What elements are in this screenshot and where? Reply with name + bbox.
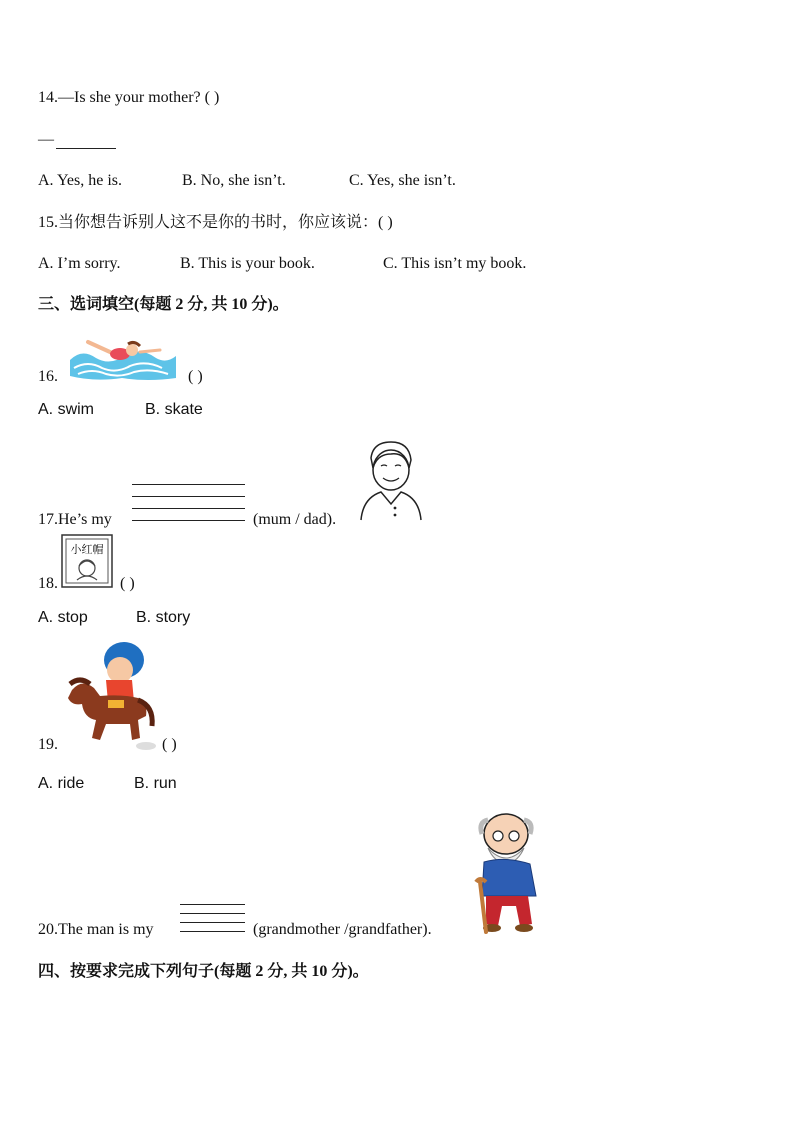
q17-suffix: (mum / dad). <box>253 511 337 528</box>
q19-option-b: B. run <box>134 775 177 792</box>
q16-number: 16. <box>38 368 58 385</box>
q17-prefix: 17.He’s my <box>38 511 112 528</box>
q16-option-a: A. swim <box>38 401 94 418</box>
q20-prefix: 20.The man is my <box>38 921 154 938</box>
q14-answer-blank[interactable] <box>56 148 116 149</box>
q18-option-b: B. story <box>136 609 191 626</box>
section3-heading: 三、选词填空(每题 2 分, 共 10 分)。 <box>38 296 289 313</box>
q14-option-c: C. Yes, she isn’t. <box>349 172 456 189</box>
q16-option-b: B. skate <box>145 401 203 418</box>
boy-riding-horse-picture <box>62 640 158 752</box>
q15-question: 15.当你想告诉别人这不是你的书时，你应该说：( ) <box>38 214 393 231</box>
q15-option-a: A. I’m sorry. <box>38 255 121 272</box>
q19-number: 19. <box>38 736 58 753</box>
q16-answer-paren[interactable]: ( ) <box>188 368 203 385</box>
swimming-girl-picture <box>68 330 178 382</box>
q20-suffix: (grandmother /grandfather). <box>253 921 432 938</box>
q19-option-a: A. ride <box>38 775 85 792</box>
storybook-picture <box>61 534 113 588</box>
grandfather-picture <box>466 812 548 934</box>
q14-option-b: B. No, she isn’t. <box>182 172 286 189</box>
q14-answer-dash: — <box>38 131 54 148</box>
q18-option-a: A. stop <box>38 609 88 626</box>
q20-writing-lines[interactable] <box>180 904 245 934</box>
q14-option-a: A. Yes, he is. <box>38 172 123 189</box>
q19-answer-paren[interactable]: ( ) <box>162 736 177 753</box>
section4-heading: 四、按要求完成下列句子(每题 2 分, 共 10 分)。 <box>38 963 369 980</box>
dad-picture <box>357 440 423 522</box>
q18-number: 18. <box>38 575 58 592</box>
q14-question: 14.—Is she your mother? ( ) <box>38 89 220 106</box>
q17-writing-lines[interactable] <box>132 484 245 524</box>
q18-answer-paren[interactable]: ( ) <box>120 575 135 592</box>
q15-option-b: B. This is your book. <box>180 255 315 272</box>
storybook-title: 小红帽 <box>70 543 104 556</box>
q15-option-c: C. This isn’t my book. <box>383 255 527 272</box>
